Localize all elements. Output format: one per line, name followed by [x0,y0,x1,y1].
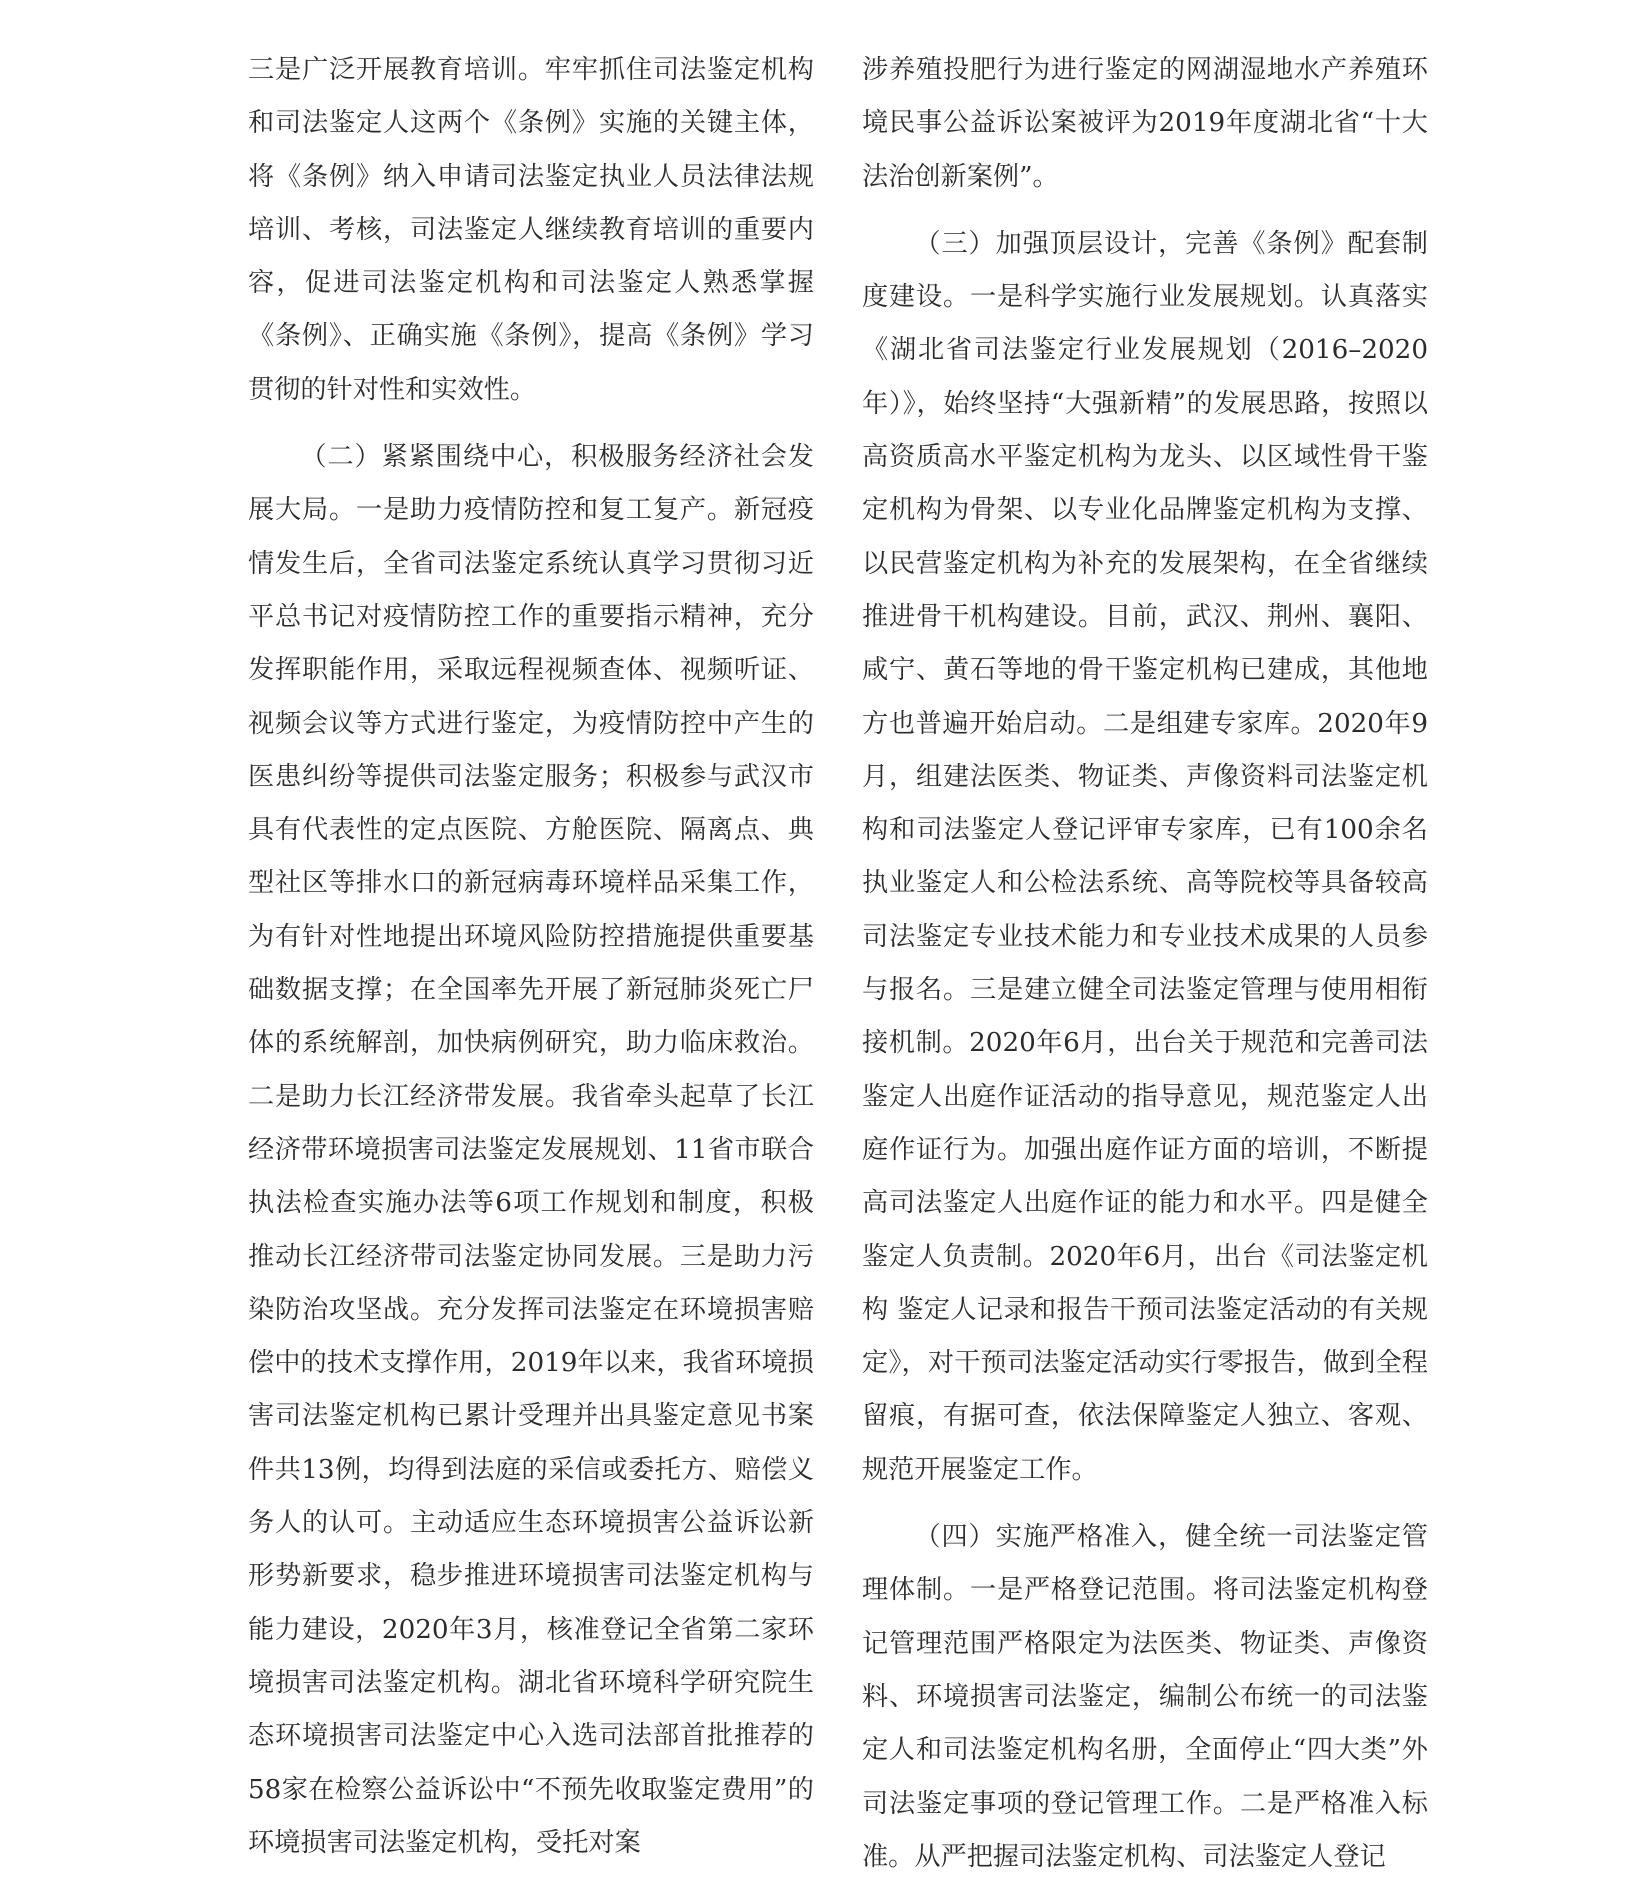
paragraph-case-continuation: 涉养殖投肥行为进行鉴定的网湖湿地水产养殖环境民事公益诉讼案被评为2019年度湖北省“十大法治创新案例”。 [862,55,1428,192]
left-column [248,44,814,1870]
paragraph-top-level-design: （三）加强顶层设计，完善《条例》配套制度建设。一是科学实施行业发展规划。认真落实《湖北省司法鉴定行业发展规划（2016–2020年）》，始终坚持“大强新精”的发展思路，按照以高资质高水平鉴定机构为龙头、以区域性骨干鉴定机构为骨架、以专业化品牌鉴定机构为支撑、以民营鉴定机构为补充的发展架构，在全省继续推进骨干机构建设。目前，武汉、荆州、襄阳、咸宁、黄石等地的骨干鉴定机构已建成，其他地方也普遍开始启动。二是组建专家库。2020年9月，组建法医类、物证类、声像资料司法鉴定机构和司法鉴定人登记评审专家库，已有100余名执业鉴定人和公检法系统、高等院校等具备较高司法鉴定专业技术能力和专业技术成果的人员参与报名。三是建立健全司法鉴定管理与使用相衔接机制。2020年6月，出台关于规范和完善司法鉴定人出庭作证活动的指导意见，规范鉴定人出庭作证行为。加强出庭作证方面的培训，不断提高司法鉴定人出庭作证的能力和水平。四是健全鉴定人负责制。2020年6月，出台《司法鉴定机构 鉴定人记录和报告干预司法鉴定活动的有关规定》，对干预司法鉴定活动实行零报告，做到全程留痕，有据可查，依法保障鉴定人独立、客观、规范开展鉴定工作。 [862,228,1428,1485]
paragraph-strict-access: （四）实施严格准入，健全统一司法鉴定管理体制。一是严格登记范围。将司法鉴定机构登记管理范围严格限定为法医类、物证类、声像资料、环境损害司法鉴定，编制公布统一的司法鉴定人和司法鉴定机构名册，全面停止“四大类”外司法鉴定事项的登记管理工作。二是严格准入标准。从严把握司法鉴定机构、司法鉴定人登记 [862,1522,1428,1872]
paragraph-education-training: 三是广泛开展教育培训。牢牢抓住司法鉴定机构和司法鉴定人这两个《条例》实施的关键主体，将《条例》纳入申请司法鉴定执业人员法律法规培训、考核，司法鉴定人继续教育培训的重要内容，促进司法鉴定机构和司法鉴定人熟悉掌握《条例》、正确实施《条例》，提高《条例》学习贯彻的针对性和实效性。 [248,55,814,405]
right-column [862,44,1428,1884]
paragraph-serve-economy: （二）紧紧围绕中心，积极服务经济社会发展大局。一是助力疫情防控和复工复产。新冠疫情发生后，全省司法鉴定系统认真学习贯彻习近平总书记对疫情防控工作的重要指示精神，充分发挥职能作用，采取远程视频查体、视频听证、视频会议等方式进行鉴定，为疫情防控中产生的医患纠纷等提供司法鉴定服务；积极参与武汉市具有代表性的定点医院、方舱医院、隔离点、典型社区等排水口的新冠病毒环境样品采集工作，为有针对性地提出环境风险防控措施提供重要基础数据支撑；在全国率先开展了新冠肺炎死亡尸体的系统解剖，加快病例研究，助力临床救治。二是助力长江经济带发展。我省牵头起草了长江经济带环境损害司法鉴定发展规划、11省市联合执法检查实施办法等6项工作规划和制度，积极推动长江经济带司法鉴定协同发展。三是助力污染防治攻坚战。充分发挥司法鉴定在环境损害赔偿中的技术支撑作用，2019年以来，我省环境损害司法鉴定机构已累计受理并出具鉴定意见书案件共13例，均得到法庭的采信或委托方、赔偿义务人的认可。主动适应生态环境损害公益诉讼新形势新要求，稳步推进环境损害司法鉴定机构与能力建设，2020年3月，核准登记全省第二家环境损害司法鉴定机构。湖北省环境科学研究院生态环境损害司法鉴定中心入选司法部首批推荐的58家在检察公益诉讼中“不预先收取鉴定费用”的环境损害司法鉴定机构，受托对案 [248,442,814,1858]
